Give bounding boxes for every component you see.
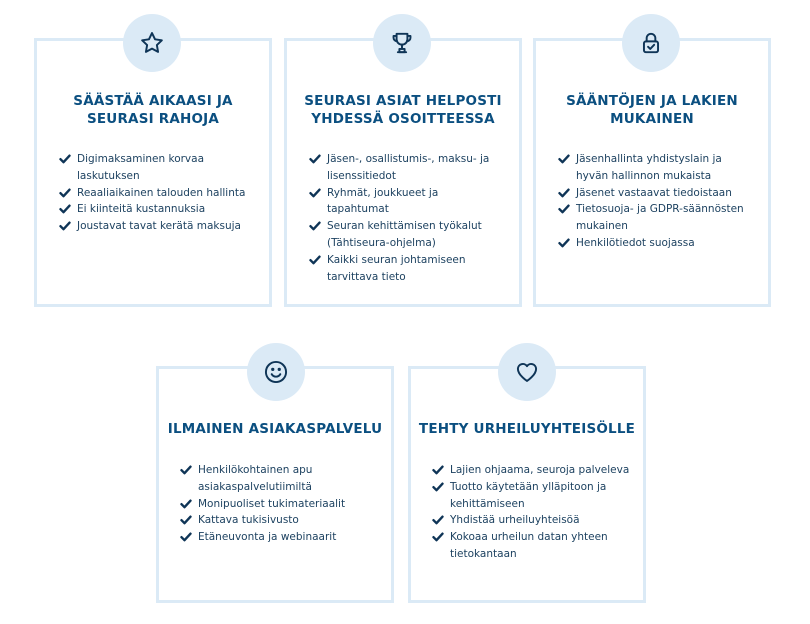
check-icon [309,255,321,265]
list-item-text: Seuran kehittämisen työkalut (Tähtiseura-ohjelma) [327,220,482,249]
feature-card-compliance-content [533,38,771,307]
list-item-text: Monipuoliset tukimateriaalit [198,497,346,510]
list-item [431,479,631,513]
feature-list [308,151,500,285]
list-item [557,201,757,235]
list-item [431,512,631,529]
check-icon [432,482,444,492]
list-item-text: Yhdistää urheiluyhteisöä [450,514,580,527]
list-item-text: Etäneuvonta ja webinaarit [198,531,337,544]
list-item [308,218,500,252]
check-icon [59,188,71,198]
list-item [557,235,757,252]
list-item [179,512,379,529]
list-item-text: Lajien ohjaama, seuroja palveleva [450,464,630,476]
list-item-text: Kokoaa urheilun datan yhteen tietokantaan [450,531,608,560]
feature-list [179,462,379,546]
list-item-text: Tietosuoja- ja GDPR-säännösten mukainen [576,203,744,233]
check-icon [59,204,71,214]
list-item [557,185,757,202]
list-item [431,529,631,563]
check-icon [180,499,192,509]
feature-list [58,151,258,235]
check-icon [309,154,321,164]
list-item [557,151,757,185]
feature-card-sports-community-content [408,366,646,603]
check-icon [558,238,570,248]
card-title: SÄÄNTÖJEN JA LAKIEN MUKAINEN [566,93,738,127]
list-item [58,218,258,235]
list-item-text: Tuotto käytetään ylläpitoon ja kehittämiseen [450,480,607,510]
check-icon [558,188,570,198]
list-item-text: Ryhmät, joukkueet ja tapahtumat [327,186,439,216]
list-item-text: Ei kiinteitä kustannuksia [77,203,206,216]
feature-card-all-in-one-content [284,38,522,307]
list-item [308,151,500,185]
list-item-text: Reaaliaikainen talouden hallinta [77,186,246,199]
card-title: ILMAINEN ASIAKASPALVELU [167,421,383,437]
list-item [431,462,631,479]
check-icon [309,188,321,198]
feature-card-savings-content [34,38,272,307]
list-item [308,185,500,219]
check-icon [558,154,570,164]
check-icon [180,465,192,475]
feature-list [557,151,757,252]
check-icon [59,154,71,164]
list-item-text: Kattava tukisivusto [198,514,299,527]
list-item-text: Jäsenet vastaavat tiedoistaan [576,186,732,199]
list-item-text: Joustavat tavat kerätä maksuja [77,220,241,233]
list-item [308,252,500,286]
feature-card-support-content [156,366,394,603]
list-item [179,496,379,513]
list-item [179,529,379,546]
list-item-text: Henkilötiedot suojassa [576,236,695,249]
list-item-text: Henkilökohtainen apu asiakaspalvelutiimiltä [198,464,313,493]
card-title: TEHTY URHEILUYHTEISÖLLE [418,421,636,437]
check-icon [432,465,444,475]
list-item [58,151,258,185]
feature-list [431,462,631,563]
list-item-text: Jäsenhallinta yhdistyslain ja hyvän hallinnon mukaista [576,153,722,182]
list-item [179,462,379,496]
check-icon [432,515,444,525]
list-item [58,185,258,202]
list-item-text: Jäsen-, osallistumis-, maksu- ja lisenssitiedot [327,153,490,182]
card-title: SÄÄSTÄÄ AIKAASI JA SEURASI RAHOJA [73,93,233,127]
check-icon [59,221,71,231]
list-item [58,201,258,218]
check-icon [180,515,192,525]
card-title: SEURASI ASIAT HELPOSTI YHDESSÄ OSOITTEESSA [304,93,502,127]
check-icon [432,532,444,542]
check-icon [180,532,192,542]
list-item-text: Digimaksaminen korvaa laskutuksen [77,153,205,182]
check-icon [309,221,321,231]
check-icon [558,204,570,214]
list-item-text: Kaikki seuran johtamiseen tarvittava tieto [327,253,466,283]
